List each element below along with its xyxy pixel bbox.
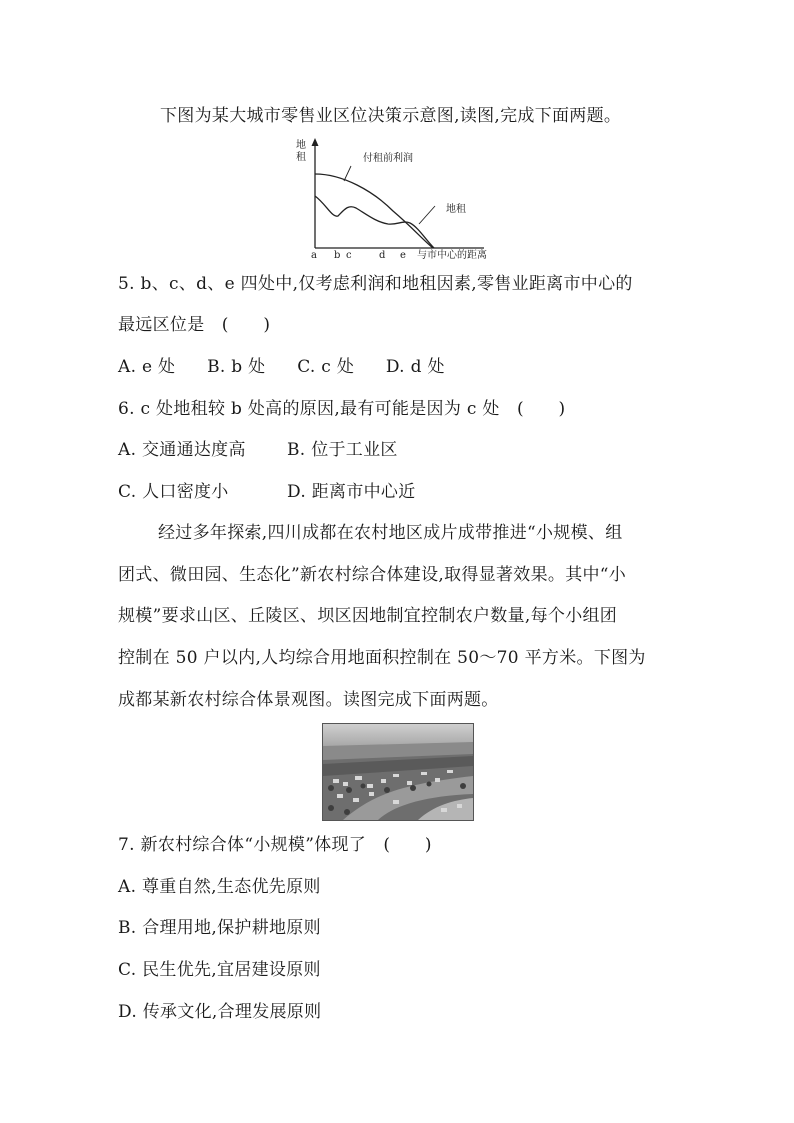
q5-option-b[interactable]: B. b 处 [207,357,266,377]
q5-options [118,356,471,378]
rent-curve [315,196,434,248]
y-axis-label-2: 租 [296,152,306,163]
q6-option-a[interactable]: A. 交通通达度高 [118,440,246,460]
profit-label: 付租前利润 [363,153,413,164]
q5-option-c[interactable]: C. c 处 [297,357,355,377]
profit-curve [315,174,433,248]
profit-leader [344,166,351,181]
q7-option-d[interactable]: D. 传承文化,合理发展原则 [118,1002,322,1022]
rent-profit-chart [288,136,508,264]
x-tick-d: d [379,250,386,261]
q6-option-d[interactable]: D. 距离市中心近 [287,482,416,502]
passage-line-2: 团式、微田园、生态化”新农村综合体建设,取得显著效果。其中“小 [118,565,627,585]
q5-option-d[interactable]: D. d 处 [385,357,445,377]
q7-option-a[interactable]: A. 尊重自然,生态优先原则 [118,877,321,897]
q6-stem: 6. c 处地租较 b 处高的原因,最有可能是因为 c 处 ( ) [118,399,566,419]
q5-stem-line2: 最远区位是 ( ) [118,315,271,335]
aerial-landscape-image [323,724,473,820]
x-tick-c: c [346,250,352,261]
passage-line-1: 经过多年探索,四川成都在农村地区成片成带推进“小规模、组 [158,523,623,543]
q6-option-b[interactable]: B. 位于工业区 [287,440,398,460]
passage-line-3: 规模”要求山区、丘陵区、坝区因地制宜控制农户数量,每个小组团 [118,606,618,626]
x-tick-a: a [311,250,317,261]
passage-line-5: 成都某新农村综合体景观图。读图完成下面两题。 [118,690,499,710]
q6-option-c[interactable]: C. 人口密度小 [118,482,229,502]
intro-text: 下图为某大城市零售业区位决策示意图,读图,完成下面两题。 [160,106,622,126]
y-axis-label-1: 地 [296,140,306,151]
y-axis-arrow [312,138,319,146]
q5-stem-line1: 5. b、c、d、e 四处中,仅考虑利润和地租因素,零售业距离市中心的 [118,274,633,294]
rural-complex-photo [322,723,474,821]
x-tick-e: e [400,250,406,261]
q5-option-a[interactable]: A. e 处 [118,357,176,377]
passage-line-4: 控制在 50 户以内,人均综合用地面积控制在 50～70 平方米。下图为 [118,648,646,668]
q7-stem: 7. 新农村综合体“小规模”体现了 ( ) [118,835,432,855]
rent-label: 地租 [446,204,466,215]
q7-option-b[interactable]: B. 合理用地,保护耕地原则 [118,918,321,938]
rent-leader [419,206,435,224]
x-axis-label: 与市中心的距离 [417,250,487,261]
q7-option-c[interactable]: C. 民生优先,宜居建设原则 [118,960,321,980]
x-tick-b: b [334,250,341,261]
